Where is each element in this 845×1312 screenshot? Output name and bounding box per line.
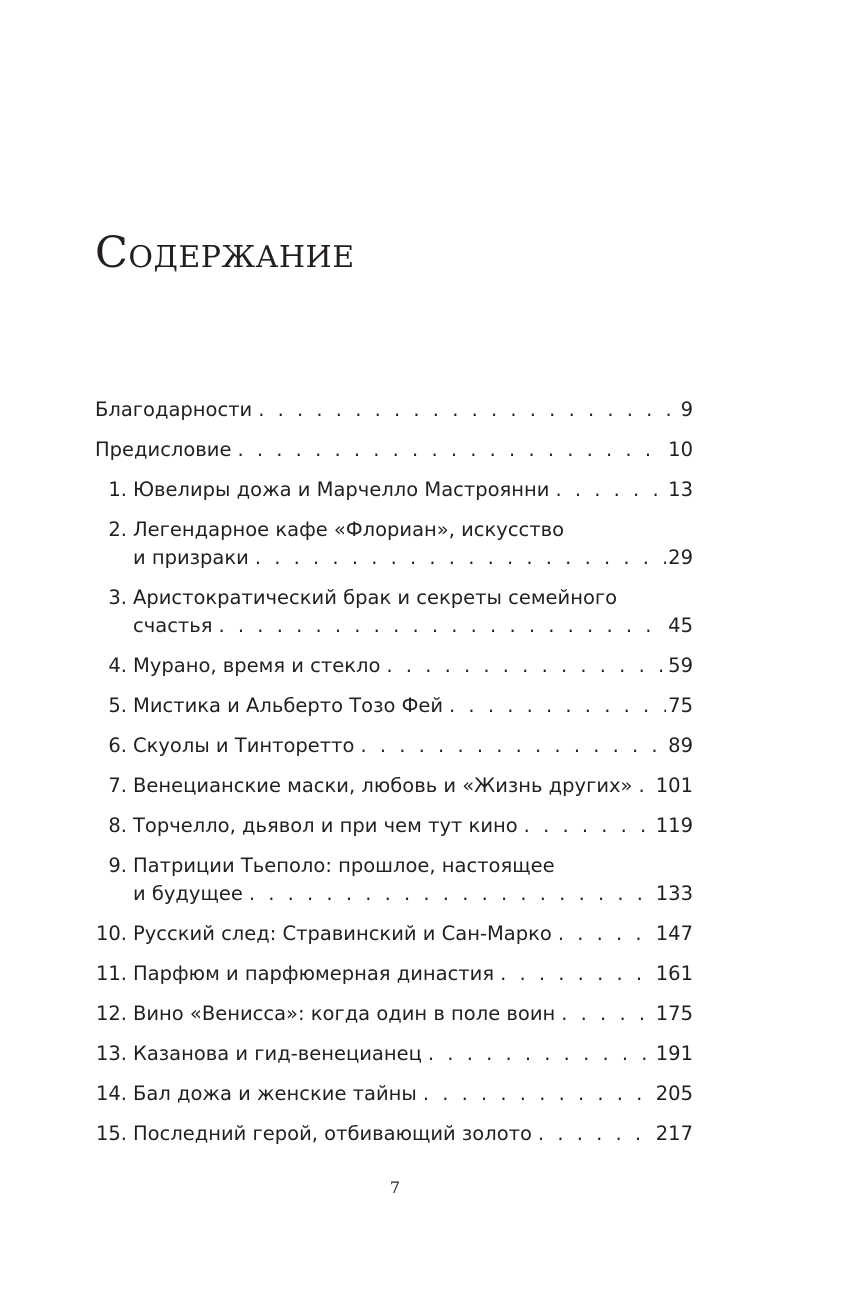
toc-entry-number: 5. <box>108 694 127 717</box>
toc-entry-chapter-8[interactable] <box>95 812 693 840</box>
toc-entry-title: и будущее <box>133 882 243 905</box>
toc-entry-title: Последний герой, отбивающий золото <box>133 1122 532 1145</box>
dot-leader <box>249 880 654 908</box>
toc-entry-chapter-12[interactable] <box>95 1000 693 1028</box>
toc-entry-number: 9. <box>108 854 127 877</box>
dot-leader <box>449 692 666 720</box>
toc-entry-number: 11. <box>95 962 127 985</box>
toc-entry-page: 175 <box>655 1002 693 1025</box>
dot-leader <box>524 812 654 840</box>
toc-entry-number: 2. <box>108 518 127 541</box>
toc-entry-title: Торчелло, дьявол и при чем тут кино <box>133 814 518 837</box>
dot-leader <box>558 920 654 948</box>
toc-entry-chapter-4[interactable] <box>95 652 693 680</box>
toc-entry-number: 12. <box>95 1002 127 1025</box>
toc-entry-title: и призраки <box>133 546 249 569</box>
toc-entry-title: Предисловие <box>95 438 232 461</box>
toc-entry-page: 89 <box>668 734 693 757</box>
toc-entry-title: Мистика и Альберто Тозо Фей <box>133 694 444 717</box>
toc-entry-title: Скуолы и Тинторетто <box>133 734 355 757</box>
toc-entry-chapter-6[interactable] <box>95 732 693 760</box>
dot-leader <box>500 960 654 988</box>
toc-entry-chapter-14[interactable] <box>95 1080 693 1108</box>
dot-leader <box>638 772 653 800</box>
toc-entry-page: 13 <box>668 478 693 501</box>
toc-entry-chapter-13[interactable] <box>95 1040 693 1068</box>
toc-entry-title-line1: Аристократический брак и секреты семейного <box>133 586 618 609</box>
toc-entry-page: 147 <box>655 922 693 945</box>
dot-leader <box>237 436 666 464</box>
toc-entry-title: Мурано, время и стекло <box>133 654 381 677</box>
toc-entry-number: 10. <box>95 922 127 945</box>
dot-leader <box>538 1120 654 1148</box>
toc-entry-page: 205 <box>655 1082 693 1105</box>
toc-entry-page: 101 <box>655 774 693 797</box>
toc-entry-title: Русский след: Стравинский и Сан-Марко <box>133 922 552 945</box>
toc-entry-number: 7. <box>108 774 127 797</box>
dot-leader <box>555 476 666 504</box>
toc-entry-page: 75 <box>668 694 693 717</box>
toc-entry-title: Парфюм и парфюмерная династия <box>133 962 495 985</box>
toc-entry-page: 191 <box>655 1042 693 1065</box>
toc-entry-page: 161 <box>655 962 693 985</box>
dot-leader <box>428 1040 654 1068</box>
toc-entry-number: 6. <box>108 734 127 757</box>
toc-entry-page: 10 <box>668 438 693 461</box>
dot-leader <box>360 732 666 760</box>
toc-entry-page: 9 <box>680 398 693 421</box>
toc-entry-page: 59 <box>668 654 693 677</box>
toc-entry-chapter-1[interactable] <box>95 476 693 504</box>
toc-entry-chapter-3[interactable] <box>95 584 693 640</box>
toc-entry-number: 14. <box>95 1082 127 1105</box>
toc-entry-number: 4. <box>108 654 127 677</box>
page-number: 7 <box>389 1178 401 1197</box>
toc-entry-title: счастья <box>133 614 213 637</box>
toc-entry-title: Благодарности <box>95 398 253 421</box>
toc-entry-page: 29 <box>668 546 693 569</box>
toc-entry-title-line1: Патриции Тьеполо: прошлое, настоящее <box>133 854 555 877</box>
toc-entry-chapter-10[interactable] <box>95 920 693 948</box>
toc-entry-number: 15. <box>95 1122 127 1145</box>
toc-entry-chapter-9[interactable] <box>95 852 693 908</box>
toc-entry-title: Бал дожа и женские тайны <box>133 1082 417 1105</box>
toc-entry-chapter-5[interactable] <box>95 692 693 720</box>
toc-entry-number: 3. <box>108 586 127 609</box>
toc-entry-title: Казанова и гид-венецианец <box>133 1042 422 1065</box>
toc-entry-page: 217 <box>655 1122 693 1145</box>
toc-entry-number: 8. <box>108 814 127 837</box>
toc-entry-page: 45 <box>668 614 693 637</box>
toc-entry-title: Ювелиры дожа и Марчелло Мастроянни <box>133 478 550 501</box>
toc-entry-number: 1. <box>108 478 127 501</box>
toc-entry-title: Вино «Венисса»: когда один в поле воин <box>133 1002 556 1025</box>
toc-entry-preface[interactable] <box>95 436 693 464</box>
toc-entry-chapter-7[interactable] <box>95 772 693 800</box>
table-of-contents <box>95 396 693 1160</box>
toc-entry-chapter-2[interactable] <box>95 516 693 572</box>
toc-entry-page: 119 <box>655 814 693 837</box>
toc-entry-chapter-11[interactable] <box>95 960 693 988</box>
toc-entry-title: Венецианские маски, любовь и «Жизнь других» <box>133 774 633 797</box>
toc-entry-chapter-15[interactable] <box>95 1120 693 1148</box>
dot-leader <box>258 396 678 424</box>
toc-entry-page: 133 <box>655 882 693 905</box>
dot-leader <box>219 612 667 640</box>
dot-leader <box>255 544 666 572</box>
toc-entry-number: 13. <box>95 1042 127 1065</box>
dot-leader <box>386 652 666 680</box>
toc-entry-title-line1: Легендарное кафе «Флориан», искусство <box>133 518 565 541</box>
toc-entry-acknowledgements[interactable] <box>95 396 693 424</box>
dot-leader <box>561 1000 654 1028</box>
page-title: Содержание <box>95 228 355 278</box>
dot-leader <box>423 1080 654 1108</box>
